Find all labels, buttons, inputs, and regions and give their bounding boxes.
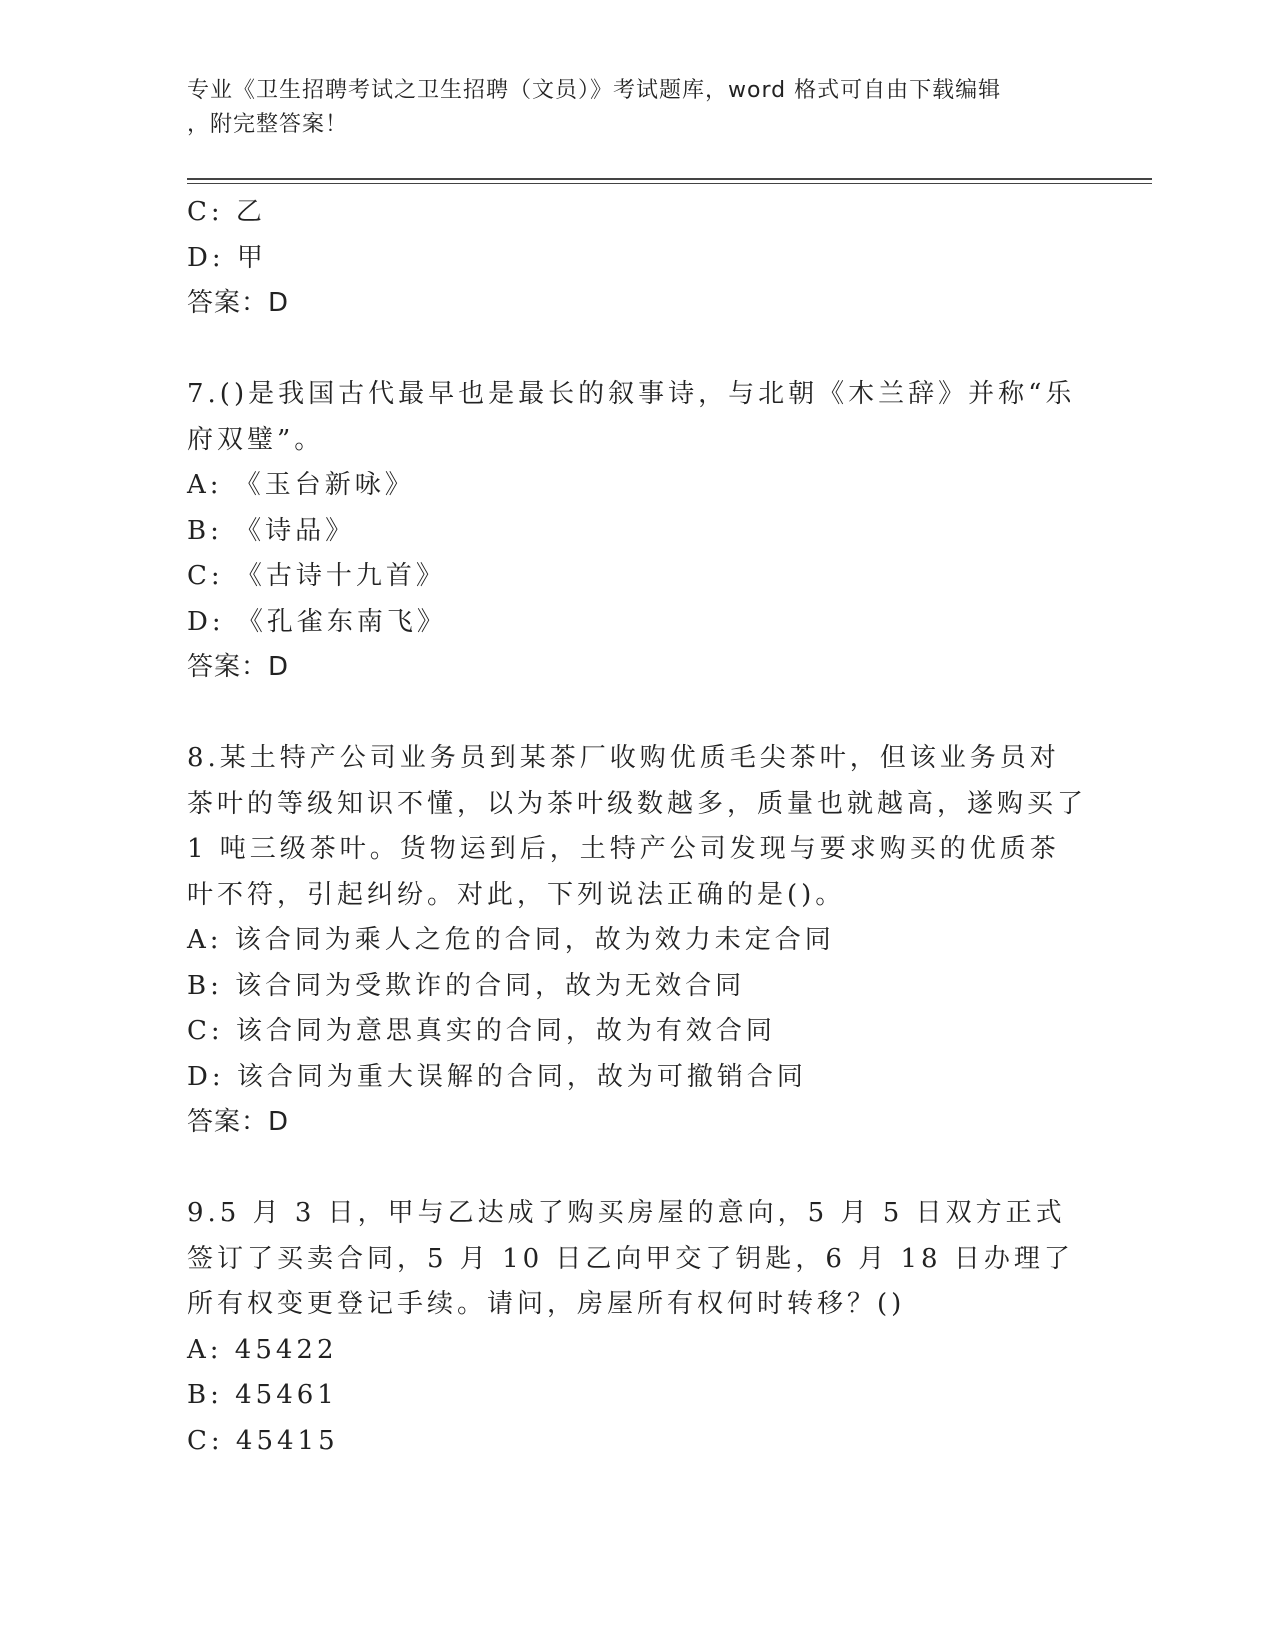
option-d: D: 该合同为重大误解的合同，故为可撤销合同: [187, 1061, 807, 1092]
question-6-continued: [187, 190, 1087, 327]
option-a: A: 45422: [187, 1334, 338, 1365]
answer-line: 答案：D: [187, 288, 290, 318]
header-line-2: ，附完整答案！: [187, 112, 349, 137]
spacer: [187, 691, 1087, 737]
header-line-1: 专业《卫生招聘考试之卫生招聘（文员）》考试题库，word 格式可自由下载编辑: [187, 78, 1002, 103]
option-a: A: 《玉台新咏》: [187, 470, 415, 500]
question-stem: 9.5 月 3 日，甲与乙达成了购买房屋的意向，5 月 5 日双方正式签订了买卖合同，5 月 10 日乙向甲交了钥匙，6 月 18 日办理了所有权变更登记手续。请问，房屋所有权何时转移？(): [187, 1198, 1074, 1319]
question-7: [187, 372, 1087, 691]
question-9: [187, 1191, 1087, 1464]
spacer: [187, 327, 1087, 373]
option-c: C: 《古诗十九首》: [187, 561, 446, 591]
option-d: D: 《孔雀东南飞》: [187, 606, 447, 637]
spacer: [187, 1146, 1087, 1192]
answer-line: 答案：D: [187, 1107, 290, 1137]
option-a: A: 该合同为乘人之危的合同，故为效力未定合同: [187, 925, 835, 955]
question-stem: 8.某土特产公司业务员到某茶厂收购优质毛尖茶叶，但该业务员对茶叶的等级知识不懂，以为茶叶级数越多，质量也就越高，遂购买了 1 吨三级茶叶。货物运到后，土特产公司发现与要求购买的优质茶叶不符，引起纠纷。对此，下列说法正确的是()。: [187, 743, 1088, 910]
question-stem: 7.()是我国古代最早也是最长的叙事诗，与北朝《木兰辞》并称“乐府双璧”。: [187, 379, 1076, 455]
option-c: C: 乙: [187, 197, 266, 227]
question-list: [187, 190, 1087, 1464]
option-b: B: 45461: [187, 1380, 338, 1410]
header-rule-thin: [187, 183, 1152, 184]
header-rule-thick: [187, 178, 1152, 180]
option-d: D: 甲: [187, 242, 267, 273]
option-b: B: 《诗品》: [187, 515, 356, 546]
option-b: B: 该合同为受欺诈的合同，故为无效合同: [187, 970, 746, 1001]
option-c: C: 45415: [187, 1425, 339, 1456]
option-c: C: 该合同为意思真实的合同，故为有效合同: [187, 1016, 776, 1046]
answer-line: 答案：D: [187, 652, 290, 682]
question-8: [187, 736, 1087, 1146]
page-header: [187, 74, 1067, 142]
